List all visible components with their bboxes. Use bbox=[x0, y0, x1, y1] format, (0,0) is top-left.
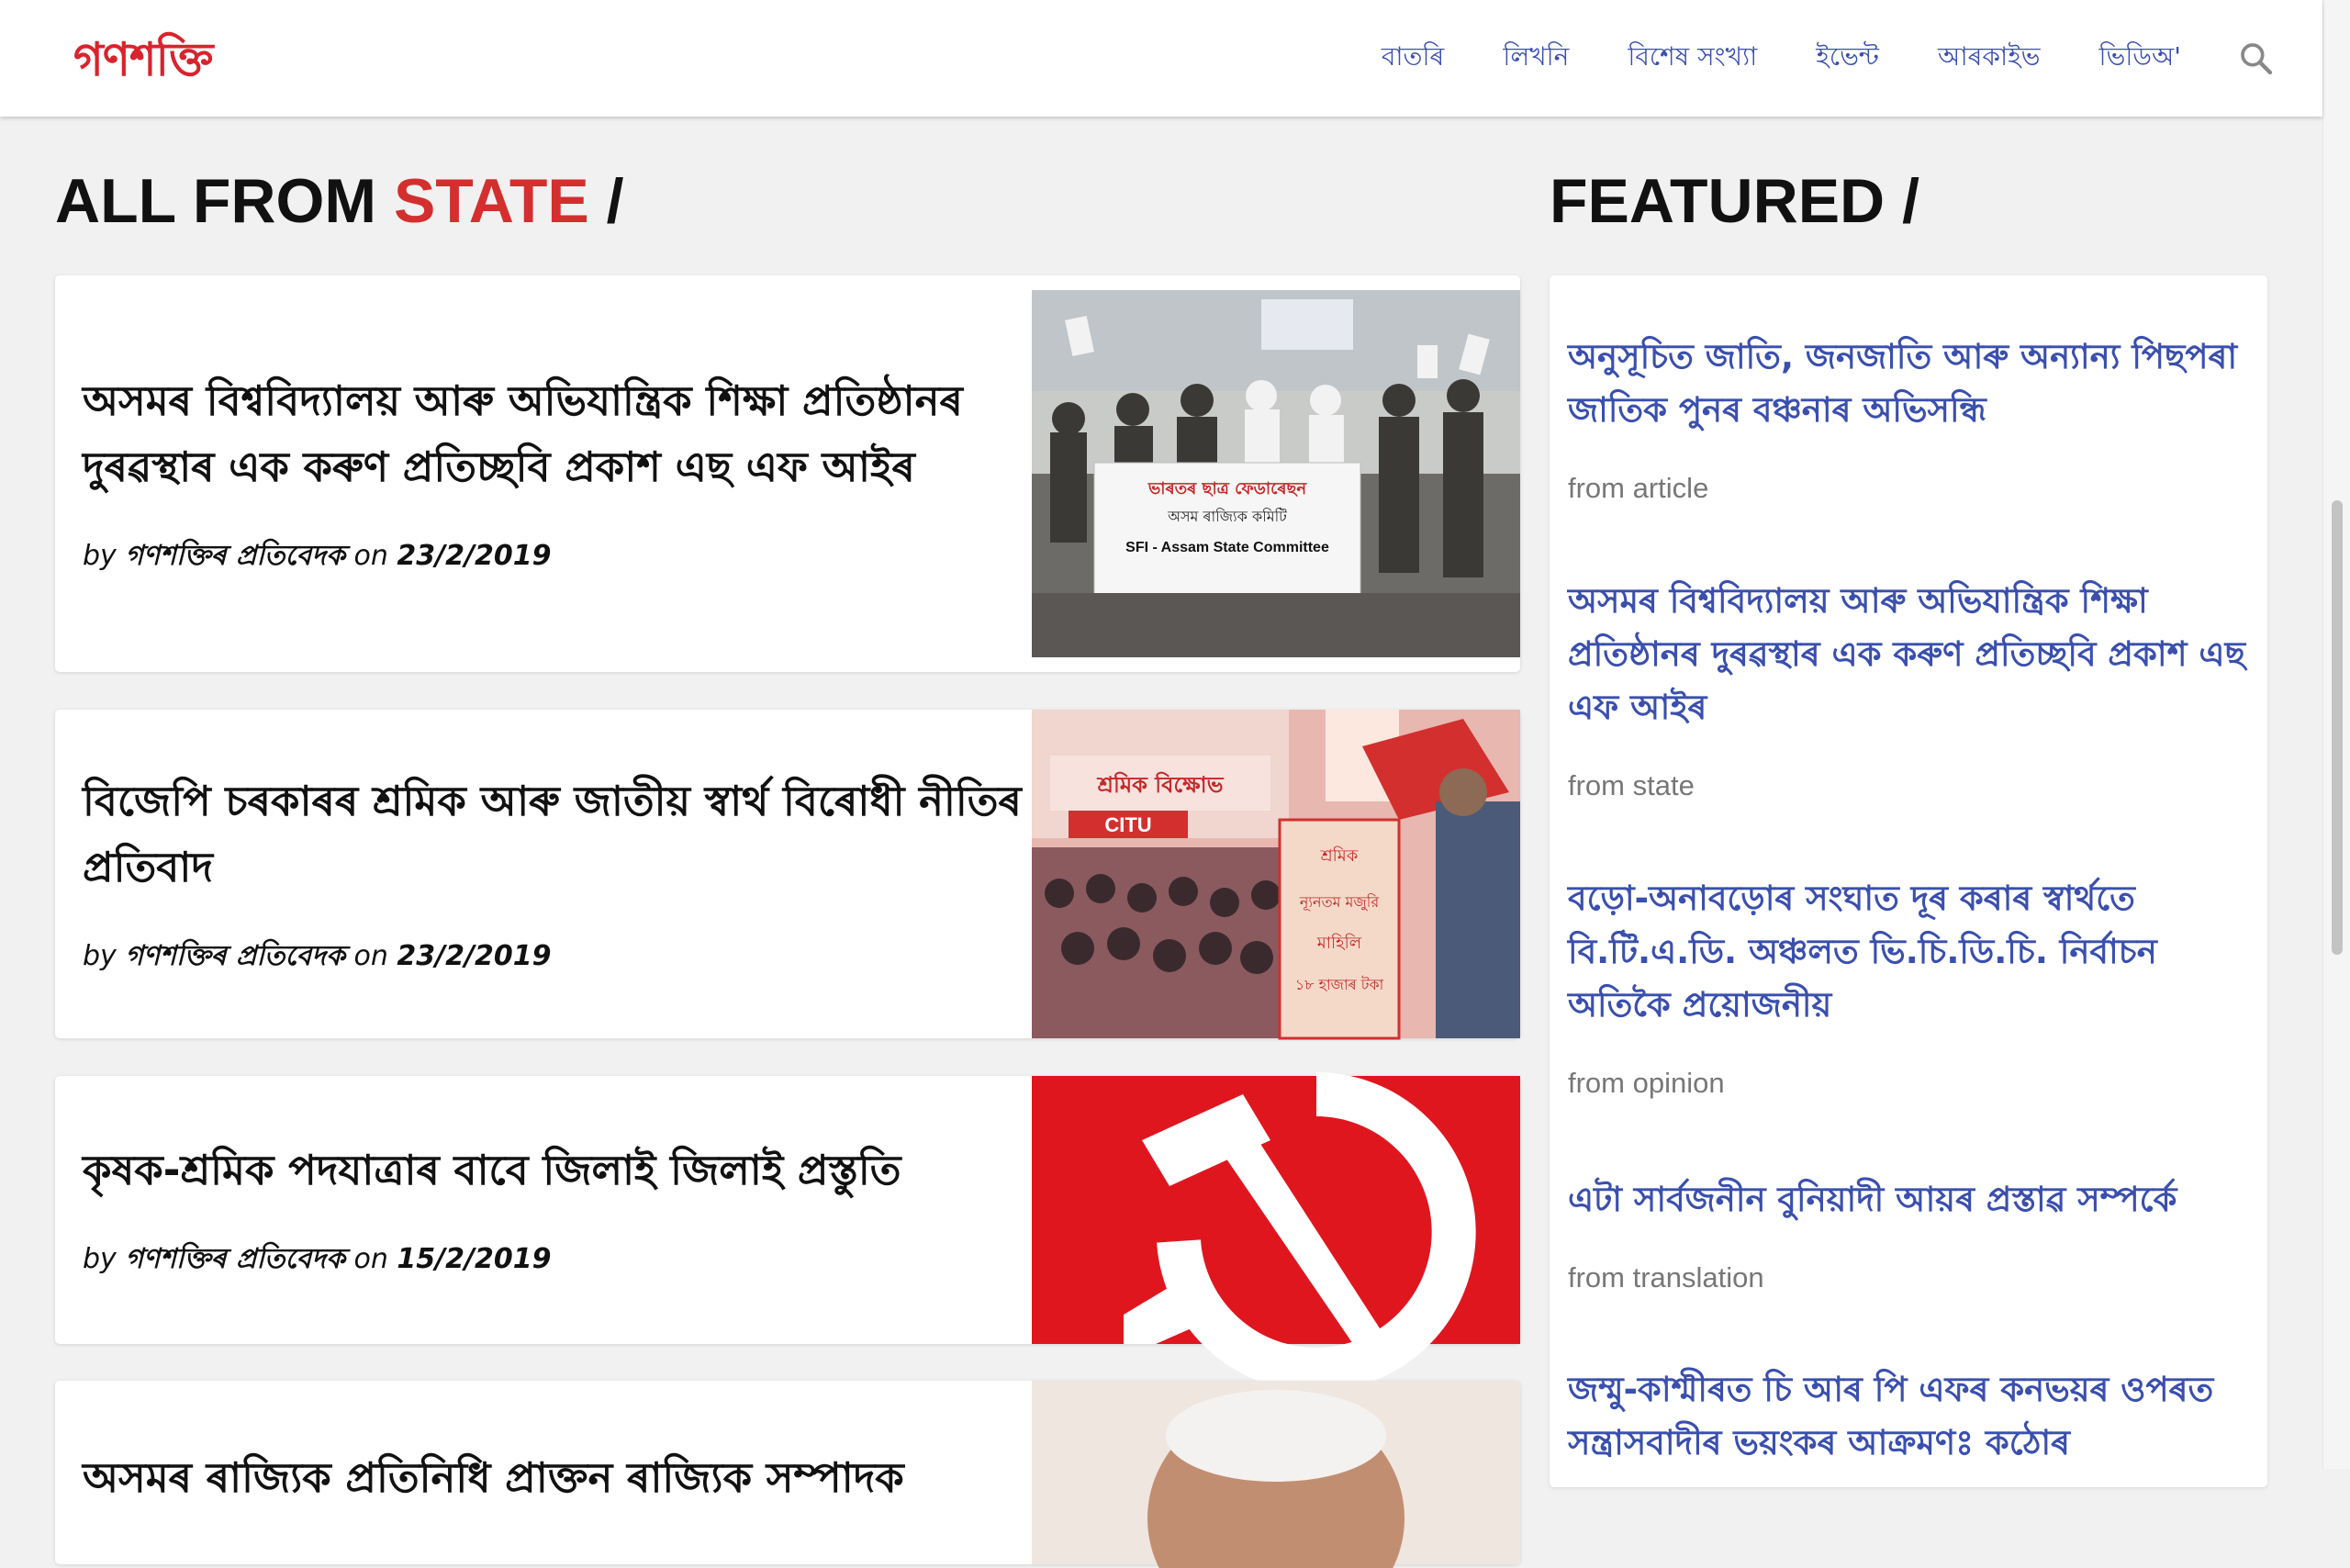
featured-source: from translation bbox=[1568, 1261, 1764, 1294]
article-author[interactable]: গণশক্তিৰ প্ৰতিবেদক bbox=[125, 939, 345, 972]
article-text bbox=[83, 275, 1037, 672]
protest-photo bbox=[1032, 290, 1520, 657]
nav-item-special-issue[interactable]: বিশেষ সংখ্যা bbox=[1628, 41, 1758, 72]
article-title[interactable]: অসমৰ বিশ্ববিদ্যালয় আৰু অভিযান্ত্রিক শিক্ষা প্রতিষ্ঠানৰ দুৰৱস্থাৰ এক কৰুণ প্রতিচ্ছবি প্রকাশ এছ এফ আইৰ bbox=[83, 375, 963, 491]
nav-item-writings[interactable]: লিখনি bbox=[1503, 41, 1570, 72]
article-meta: by গণশক্তিৰ প্ৰতিবেদক on 23/2/2019 bbox=[83, 939, 552, 972]
placard-line-3: মাহিলি bbox=[1316, 934, 1362, 953]
featured-source: from state bbox=[1568, 769, 1695, 801]
nav-item-video[interactable]: ভিডিঅ' bbox=[2098, 41, 2181, 72]
nav-item-event[interactable]: ইভেন্ট bbox=[1816, 41, 1879, 72]
citu-label: CITU bbox=[1104, 813, 1152, 836]
article-card[interactable] bbox=[55, 1381, 1520, 1564]
banner-line-2: অসম ৰাজ্যিক কমিটি bbox=[1168, 508, 1287, 525]
site-header bbox=[0, 0, 2322, 117]
featured-item[interactable] bbox=[1568, 575, 2247, 802]
section-heading-featured: FEATURED / bbox=[1550, 166, 1919, 236]
article-image-hammer-sickle[interactable] bbox=[1032, 1076, 1520, 1344]
article-title[interactable]: অসমৰ ৰাজ্যিক প্ৰতিনিধি প্ৰাক্তন ৰাজ্যিক সম্পাদক bbox=[83, 1453, 904, 1502]
article-meta: by গণশক্তিৰ প্ৰতিবেদক on 15/2/2019 bbox=[83, 1242, 552, 1275]
section-heading-state: ALL FROM STATE / bbox=[55, 166, 624, 236]
featured-source: from article bbox=[1568, 472, 1709, 504]
featured-panel bbox=[1550, 275, 2267, 1487]
article-image-protest-march[interactable] bbox=[1032, 290, 1520, 657]
article-title[interactable]: বিজেপি চৰকাৰৰ শ্ৰমিক আৰু জাতীয় স্বাৰ্থ বিৰোধী নীতিৰ প্ৰতিবাদ bbox=[83, 776, 1022, 891]
featured-item[interactable] bbox=[1568, 1173, 2247, 1294]
article-author[interactable]: গণশক্তিৰ প্ৰতিবেদক bbox=[125, 1242, 345, 1275]
article-date: 23/2/2019 bbox=[397, 939, 552, 972]
article-card[interactable] bbox=[55, 275, 1520, 672]
article-meta: by গণশক্তিৰ প্ৰতিবেদক on 23/2/2019 bbox=[83, 539, 552, 572]
heading-accent: STATE bbox=[393, 166, 589, 236]
search-icon[interactable] bbox=[2238, 40, 2275, 77]
featured-source: from opinion bbox=[1568, 1067, 1725, 1099]
article-image-workers-protest[interactable] bbox=[1032, 710, 1520, 1038]
site-logo[interactable]: গণশক্তি bbox=[73, 33, 213, 86]
workers-protest-photo bbox=[1032, 710, 1520, 1038]
main-nav bbox=[1323, 0, 2322, 117]
article-text bbox=[83, 1076, 1037, 1344]
article-date: 15/2/2019 bbox=[397, 1242, 552, 1275]
scrollbar-thumb[interactable] bbox=[2332, 500, 2343, 955]
article-card[interactable] bbox=[55, 710, 1520, 1038]
placard-line-2: ন্যূনতম মজুরি bbox=[1299, 893, 1380, 911]
portrait-photo bbox=[1032, 1381, 1520, 1564]
banner-line-1: ভাৰতৰ ছাত্ৰ ফেডাৰেছন bbox=[1147, 479, 1307, 498]
nav-item-news[interactable]: বাতৰি bbox=[1381, 41, 1445, 72]
featured-title[interactable]: বড়ো-অনাবড়োৰ সংঘাত দূৰ কৰাৰ স্বাৰ্থতে বি.টি.এ.ডি. অঞ্চলত ভি.চি.ডি.চি. নিৰ্বাচন অতিকৈ প্ৰয়োজনীয় bbox=[1568, 879, 2157, 1025]
placard-line-4: ১৮ হাজাৰ টকা bbox=[1294, 976, 1384, 993]
featured-title[interactable]: জম্মু-কাশ্মীৰত চি আৰ পি এফৰ কনভয়ৰ ওপৰত সন্ত্ৰাসবাদীৰ ভয়ংকৰ আক্ৰমণঃ কঠোৰ bbox=[1568, 1370, 2214, 1462]
banner-line-3: SFI - Assam State Committee bbox=[1125, 540, 1329, 555]
banner-text: শ্রমিক বিক্ষোভ bbox=[1097, 772, 1224, 798]
article-text bbox=[83, 710, 1037, 1038]
featured-item[interactable] bbox=[1568, 330, 2247, 505]
article-text bbox=[83, 1381, 1037, 1564]
featured-title[interactable]: অসমৰ বিশ্ববিদ্যালয় আৰু অভিযান্ত্রিক শিক্ষা প্রতিষ্ঠানৰ দুৰৱস্থাৰ এক কৰুণ প্রতিচ্ছবি প্রকাশ এছ এফ আইৰ bbox=[1568, 581, 2245, 727]
article-title[interactable]: কৃষক-শ্ৰমিক পদযাত্ৰাৰ বাবে জিলাই জিলাই প্ৰস্তুতি bbox=[83, 1145, 901, 1194]
article-image-portrait[interactable] bbox=[1032, 1381, 1520, 1564]
featured-title[interactable]: এটা সাৰ্বজনীন বুনিয়াদী আয়ৰ প্ৰস্তাৱ সম্পৰ্কে bbox=[1568, 1180, 2177, 1219]
placard-line-1: শ্রমিক bbox=[1320, 846, 1359, 866]
article-author[interactable]: গণশক্তিৰ প্ৰতিবেদক bbox=[125, 539, 345, 572]
page-scrollbar[interactable] bbox=[2322, 0, 2350, 1469]
hammer-sickle-icon bbox=[1032, 1076, 1520, 1344]
featured-item[interactable] bbox=[1568, 872, 2247, 1100]
article-date: 23/2/2019 bbox=[397, 539, 552, 572]
featured-title[interactable]: অনুসূচিত জাতি, জনজাতি আৰু অন্যান্য পিছপৰা জাতিক পুনৰ বঞ্চনাৰ অভিসন্ধি bbox=[1568, 337, 2238, 430]
article-card[interactable] bbox=[55, 1076, 1520, 1344]
nav-item-archive[interactable]: আৰকাইভ bbox=[1937, 41, 2041, 72]
featured-item[interactable] bbox=[1568, 1363, 2247, 1470]
